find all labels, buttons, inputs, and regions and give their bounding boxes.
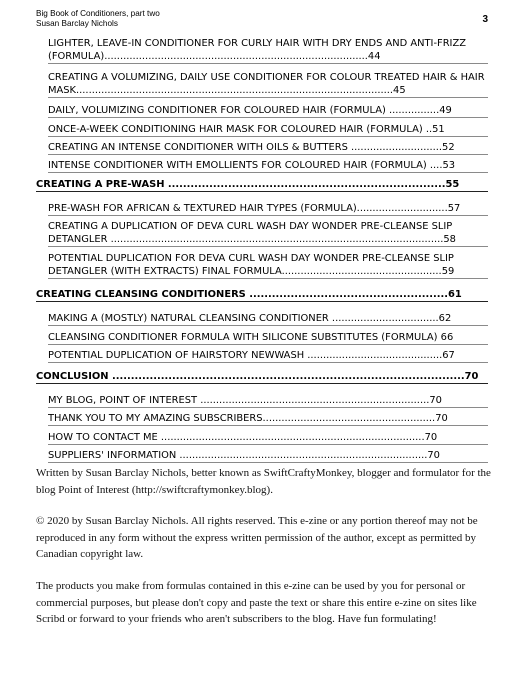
toc-entry[interactable]: CREATING A DUPLICATION OF DEVA CURL WASH DAY WONDER PRE-CLEANSE SLIP DETANGLER ..........................................................................................................58 (48, 220, 488, 247)
usage-paragraph: The products you make from formulas contained in this e-zine can be used by you for personal or commercial purposes, but please don't copy and paste the text or share this entire e-zine on sites like Scribd or forward to your friends who aren't subscribers to the blog. Have fun formulating! (36, 580, 477, 625)
toc-section[interactable]: CONCLUSION ..............................................................................................70 (36, 370, 488, 384)
running-header (36, 9, 160, 29)
toc-entry[interactable]: HOW TO CONTACT ME ....................................................................................70 (48, 431, 488, 445)
toc-section[interactable]: CREATING A PRE-WASH ..........................................................................55 (36, 178, 488, 192)
toc-entry[interactable]: INTENSE CONDITIONER WITH EMOLLIENTS FOR COLOURED HAIR (FORMULA) ....53 (48, 159, 488, 173)
header-author: Susan Barclay Nichols (36, 19, 118, 28)
toc-section[interactable]: CREATING CLEANSING CONDITIONERS .....................................................61 (36, 288, 488, 302)
toc-entry[interactable]: CREATING A VOLUMIZING, DAILY USE CONDITIONER FOR COLOUR TREATED HAIR & HAIR MASK.....................................................................................................45 (48, 71, 488, 98)
toc-entry[interactable]: POTENTIAL DUPLICATION OF HAIRSTORY NEWWASH ...........................................67 (48, 349, 488, 363)
page-number: 3 (482, 14, 488, 25)
copyright-paragraph: © 2020 by Susan Barclay Nichols. All rights reserved. This e-zine or any portion thereof may not be reproduced in any form without the express written permission of the author, except as permitted by Canadian copyright law. (36, 515, 478, 560)
toc-entry[interactable]: THANK YOU TO MY AMAZING SUBSCRIBERS.......................................................70 (48, 412, 488, 426)
author-paragraph: Written by Susan Barclay Nichols, better known as SwiftCraftyMonkey, blogger and formulator for the blog Point of Interest (http://swiftcraftymonkey.blog). (36, 467, 491, 496)
toc-entry[interactable]: PRE-WASH FOR AFRICAN & TEXTURED HAIR TYPES (FORMULA).............................57 (48, 202, 488, 216)
toc-entry[interactable]: DAILY, VOLUMIZING CONDITIONER FOR COLOURED HAIR (FORMULA) ................49 (48, 104, 488, 118)
toc-entry[interactable]: ONCE-A-WEEK CONDITIONING HAIR MASK FOR COLOURED HAIR (FORMULA) ..51 (48, 123, 488, 137)
toc-entry[interactable]: CREATING AN INTENSE CONDITIONER WITH OILS & BUTTERS .............................52 (48, 141, 488, 155)
toc-entry[interactable]: LIGHTER, LEAVE-IN CONDITIONER FOR CURLY HAIR WITH DRY ENDS AND ANTI-FRIZZ (FORMULA)....................................................................................44 (48, 37, 488, 64)
header-title: Big Book of Conditioners, part two (36, 9, 160, 18)
toc-entry[interactable]: SUPPLIERS' INFORMATION ...............................................................................70 (48, 449, 488, 463)
toc-entry[interactable]: MAKING A (MOSTLY) NATURAL CLEANSING CONDITIONER ..................................62 (48, 312, 488, 326)
toc-entry[interactable]: MY BLOG, POINT OF INTEREST .........................................................................70 (48, 394, 488, 408)
toc-entry[interactable]: POTENTIAL DUPLICATION FOR DEVA CURL WASH DAY WONDER PRE-CLEANSE SLIP DETANGLER (WITH EXTRACTS) FINAL FORMULA...................................................59 (48, 252, 488, 279)
toc-entry[interactable]: CLEANSING CONDITIONER FORMULA WITH SILICONE SUBSTITUTES (FORMULA) 66 (48, 331, 488, 345)
